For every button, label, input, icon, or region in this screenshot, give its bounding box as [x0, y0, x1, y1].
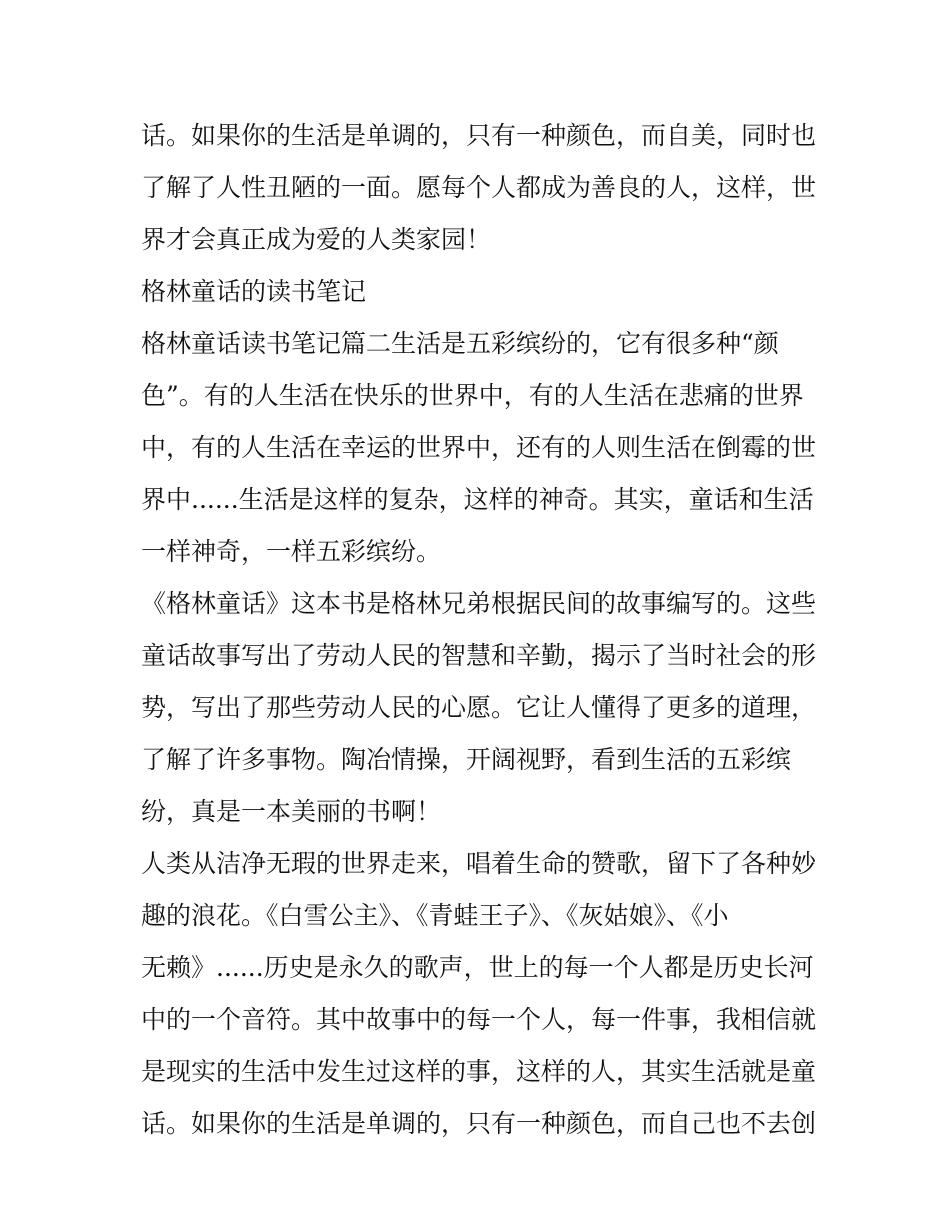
text-line: 童话故事写出了劳动人民的智慧和辛勤，揭示了当时社会的形: [141, 641, 817, 670]
section-heading: 格林童话的读书笔记: [141, 277, 367, 306]
text-line: 势，写出了那些劳动人民的心愿。它让人懂得了更多的道理，: [141, 693, 817, 722]
text-line: 《格林童话》这本书是格林兄弟根据民间的故事编写的。这些: [141, 589, 817, 618]
document-body: [141, 110, 816, 1150]
text-line: 界中......生活是这样的复杂，这样的神奇。其实，童话和生活: [141, 485, 814, 514]
text-line: 中，有的人生活在幸运的世界中，还有的人则生活在倒霉的世: [141, 433, 817, 462]
text-line: 无赖》......历史是永久的歌声，世上的每一个人都是历史长河: [141, 953, 814, 982]
text-line: 趣的浪花。《白雪公主》、《青蛙王子》、《灰姑娘》、《小: [141, 901, 729, 930]
text-line: 是现实的生活中发生过这样的事，这样的人，其实生活就是童: [141, 1057, 817, 1086]
text-line: 了解了许多事物。陶冶情操，开阔视野，看到生活的五彩缤: [141, 745, 792, 774]
text-line: 界才会真正成为爱的人类家园！: [141, 225, 492, 254]
text-line: 纷，真是一本美丽的书啊！: [141, 797, 442, 826]
text-line: 人类从洁净无瑕的世界走来，唱着生命的赞歌，留下了各种妙: [141, 849, 817, 878]
text-line: 一样神奇，一样五彩缤纷。: [141, 537, 442, 566]
text-line: 色”。有的人生活在快乐的世界中，有的人生活在悲痛的世界: [141, 381, 804, 410]
text-line: 格林童话读书笔记篇二生活是五彩缤纷的，它有很多种“颜: [141, 329, 779, 358]
text-line: 了解了人性丑陋的一面。愿每个人都成为善良的人，这样，世: [141, 173, 817, 202]
text-line: 话。如果你的生活是单调的，只有一种颜色，而自美，同时也: [141, 121, 817, 150]
text-line: 话。如果你的生活是单调的，只有一种颜色，而自己也不去创: [141, 1109, 817, 1138]
text-line: 中的一个音符。其中故事中的每一个人，每一件事，我相信就: [141, 1005, 817, 1034]
